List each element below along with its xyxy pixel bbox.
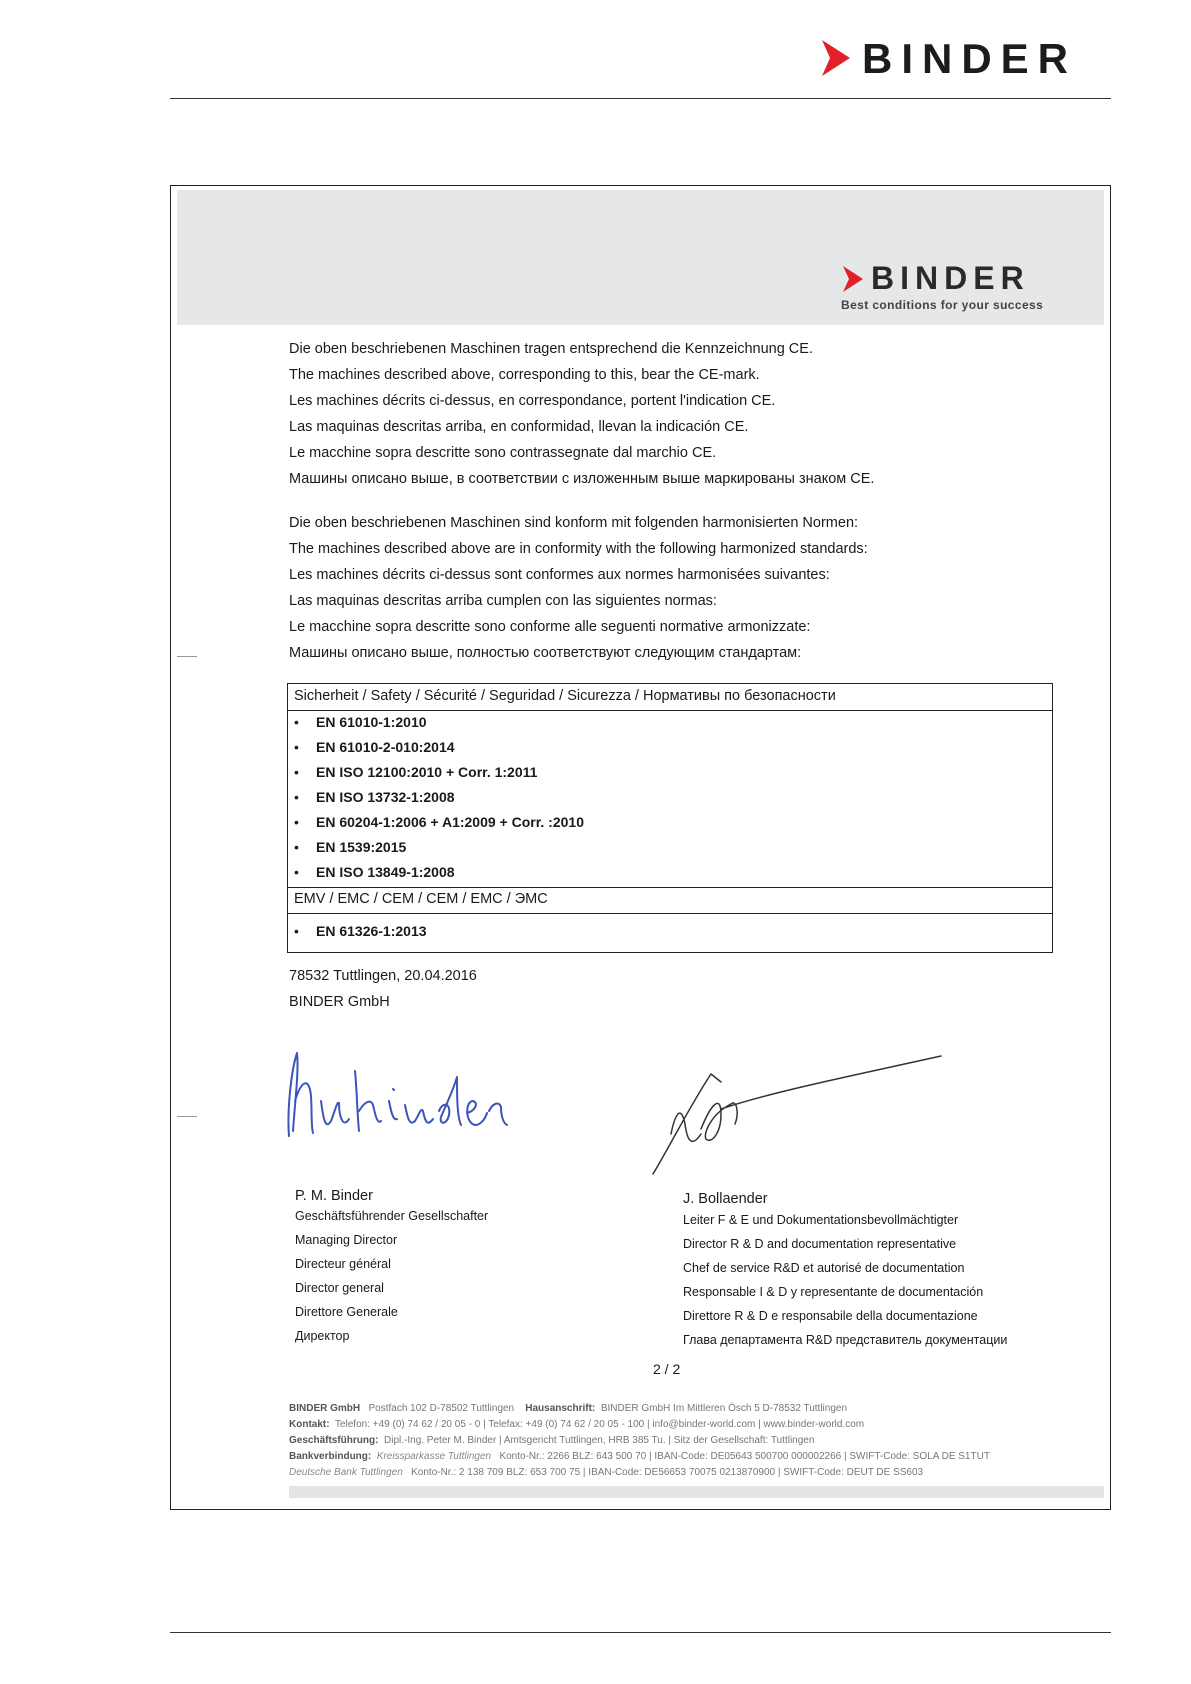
- footer-line: Kontakt: Telefon: +49 (0) 74 62 / 20 05 - 0 | Telefax: +49 (0) 74 62 / 20 05 - 100 | info@binder-world.com | www.binder-world.com: [289, 1419, 865, 1430]
- table-divider: [288, 913, 1052, 914]
- footer-line: Deutsche Bank Tuttlingen Konto-Nr.: 2 138 709 BLZ: 653 700 75 | IBAN-Code: DE56653 70075 0213870900 | SWIFT-Code: DEUT DE SS603: [289, 1467, 924, 1478]
- emc-heading: EMV / EMC / CEM / CEM / EMC / ЭМС: [294, 891, 548, 907]
- conformity-statement-es: Las maquinas descritas arriba cumplen con las siguientes normas:: [289, 593, 717, 609]
- standard-item: • EN 61010-2-010:2014: [294, 739, 455, 755]
- conformity-statement-en: The machines described above are in conformity with the following harmonized standards:: [289, 541, 868, 557]
- conformity-statement-it: Le macchine sopra descritte sono conforme alle seguenti normative armonizzate:: [289, 619, 811, 635]
- signatory-left-role: Director general: [295, 1281, 384, 1295]
- safety-heading: Sicherheit / Safety / Sécurité / Seguridad / Sicurezza / Нормативы по безопасности: [294, 688, 836, 704]
- place-date: 78532 Tuttlingen, 20.04.2016: [289, 968, 477, 984]
- footer-divider: [170, 1632, 1111, 1633]
- signatory-left-role: Директор: [295, 1329, 350, 1343]
- ce-statement-ru: Машины описано выше, в соответствии с изложенным выше маркированы знаком CE.: [289, 471, 875, 487]
- ce-statement-fr: Les machines décrits ci-dessus, en correspondance, portent l'indication CE.: [289, 393, 776, 409]
- page-brand-name: BINDER: [862, 35, 1078, 82]
- signature-bollaender: [651, 1054, 1011, 1184]
- conformity-statement-de: Die oben beschriebenen Maschinen sind konform mit folgenden harmonisierten Normen:: [289, 515, 859, 531]
- standard-item: • EN 1539:2015: [294, 839, 407, 855]
- footer-line: Geschäftsführung: Dipl.-Ing. Peter M. Binder | Amtsgericht Tuttlingen, HRB 385 Tu. | Sitz der Gesellschaft: Tuttlingen: [289, 1435, 815, 1446]
- letterhead-brand-name: BINDER: [871, 260, 1030, 296]
- footer-line: Bankverbindung: Kreissparkasse Tuttlingen Konto-Nr.: 2266 BLZ: 643 500 70 | IBAN-Code: DE05643 500700 000002266 | SWIFT-Code: SOLA DE S1TUT: [289, 1451, 990, 1462]
- letterhead-arrow-icon: [841, 264, 865, 294]
- brand-arrow-icon: [820, 38, 852, 78]
- signatory-right-role: Leiter F & E und Dokumentationsbevollmächtigter: [683, 1213, 959, 1227]
- table-divider: [288, 887, 1052, 888]
- signatory-right-role: Direttore R & D e responsabile della documentazione: [683, 1309, 978, 1323]
- footer-line: BINDER GmbH Postfach 102 D-78502 Tuttlingen Hausanschrift: BINDER GmbH Im Mittleren Ösch 5 D-78532 Tuttlingen: [289, 1403, 848, 1414]
- signatory-left-name: P. M. Binder: [295, 1188, 373, 1204]
- page-number: 2 / 2: [653, 1361, 681, 1377]
- signatory-right-role: Глава департамента R&D представитель документации: [683, 1333, 1008, 1347]
- signatory-right-name: J. Bollaender: [683, 1191, 768, 1207]
- signatory-left-role: Direttore Generale: [295, 1305, 398, 1319]
- declaration-document: [170, 185, 1111, 1510]
- conformity-statement-ru: Машины описано выше, полностью соответствуют следующим стандартам:: [289, 645, 802, 661]
- margin-mark: [177, 656, 197, 657]
- standard-item: • EN ISO 13732-1:2008: [294, 789, 455, 805]
- page-brand-logo: [820, 36, 1110, 82]
- conformity-statement-fr: Les machines décrits ci-dessus sont conformes aux normes harmonisées suivantes:: [289, 567, 830, 583]
- standard-item: • EN ISO 12100:2010 + Corr. 1:2011: [294, 764, 538, 780]
- signatory-right-role: Responsable I & D y representante de documentación: [683, 1285, 984, 1299]
- signatory-right-role: Director R & D and documentation representative: [683, 1237, 957, 1251]
- letterhead-bottom-band: [289, 1486, 1104, 1498]
- header-divider: [170, 98, 1111, 99]
- signatory-left-role: Managing Director: [295, 1233, 398, 1247]
- letterhead-logo: [841, 260, 1081, 320]
- ce-statement-es: Las maquinas descritas arriba, en conformidad, llevan la indicación CE.: [289, 419, 749, 435]
- letterhead: [177, 190, 1104, 325]
- signatory-left-role: Geschäftsführender Gesellschafter: [295, 1209, 489, 1223]
- table-divider: [288, 710, 1052, 711]
- ce-statement-en: The machines described above, corresponding to this, bear the CE-mark.: [289, 367, 760, 383]
- letterhead-tagline: Best conditions for your success: [841, 298, 1044, 312]
- signature-binder: [281, 1041, 551, 1151]
- company-name: BINDER GmbH: [289, 994, 390, 1010]
- standard-item: • EN 61326-1:2013: [294, 923, 427, 939]
- standards-table: [287, 683, 1053, 953]
- signatory-right-role: Chef de service R&D et autorisé de documentation: [683, 1261, 965, 1275]
- standard-item: • EN ISO 13849-1:2008: [294, 864, 455, 880]
- margin-mark: [177, 1116, 197, 1117]
- standard-item: • EN 61010-1:2010: [294, 714, 427, 730]
- standard-item: • EN 60204-1:2006 + A1:2009 + Corr. :2010: [294, 814, 584, 830]
- ce-statement-de: Die oben beschriebenen Maschinen tragen entsprechend die Kennzeichnung CE.: [289, 341, 813, 357]
- ce-statement-it: Le macchine sopra descritte sono contrassegnate dal marchio CE.: [289, 445, 717, 461]
- signatory-left-role: Directeur général: [295, 1257, 391, 1271]
